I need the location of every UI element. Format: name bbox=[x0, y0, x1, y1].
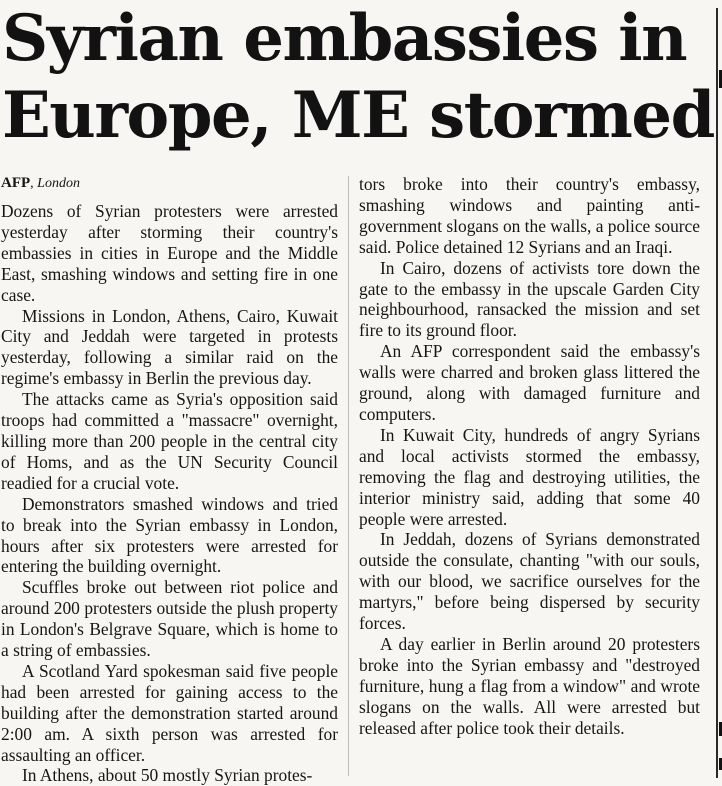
headline-line-1: Syrian embassies in bbox=[2, 1, 687, 76]
paragraph: Demonstrators smashed windows and tried to break into the Syrian embassy in London, hours after six protesters were arrested for entering the building overnight. bbox=[1, 493, 338, 577]
paragraph: In Kuwait City, hundreds of angry Syrians and local activists stormed the embassy, removing the flag and destroying utilities, the interior ministry said, adding that some 40 people were arrested. bbox=[359, 424, 700, 529]
paragraph: In Athens, about 50 mostly Syrian protes- bbox=[22, 765, 313, 786]
paragraph: In Jeddah, dozens of Syrians demonstrated outside the consulate, chanting "with our souls, with our blood, we sacrifice ourselves for the martyrs," before being dispersed by security forces. bbox=[359, 529, 700, 634]
paragraph: Scuffles broke out between riot police and around 200 protesters outside the plush property in London's Belgrave Square, which is home to a string of embassies. bbox=[1, 577, 338, 661]
paragraph: A Scotland Yard spokesman said five people had been arrested for gaining access to the building after the demonstration started around 2:00 am. A sixth person was arrested for assaulting an officer. bbox=[1, 660, 338, 765]
byline-agency: AFP bbox=[1, 175, 31, 191]
byline-location: London bbox=[37, 176, 80, 191]
byline bbox=[1, 174, 338, 193]
paragraph: In Cairo, dozens of activists tore down the gate to the embassy in the upscale Garden City neighbourhood, ransacked the mission and set fire to its ground floor. bbox=[359, 257, 700, 341]
headline bbox=[2, 0, 714, 154]
paragraph: Missions in London, Athens, Cairo, Kuwait City and Jeddah were targeted in protests yesterday, following a similar raid on the regime's embassy in Berlin the previous day. bbox=[1, 305, 338, 389]
paragraph: Dozens of Syrian protesters were arrested yesterday after storming their country's embassies in cities in Europe and the Middle East, smashing windows and setting fire in one case. bbox=[1, 201, 338, 305]
article-column-left bbox=[1, 174, 338, 786]
paragraph: The attacks came as Syria's opposition said troops had committed a "massacre" overnight, killing more than 200 people in the central city of Homs, and as the UN Security Council readied for a crucial vote. bbox=[1, 389, 338, 493]
paragraph: A day earlier in Berlin around 20 protesters broke into the Syrian embassy and "destroyed furniture, hung a flag from a window" and wrote slogans on the walls. All were arrested but released after police took their details. bbox=[359, 633, 700, 738]
article-column-right bbox=[359, 174, 700, 738]
column-divider bbox=[348, 176, 349, 776]
paragraph: An AFP correspondent said the embassy's walls were charred and broken glass littered the ground, along with damaged furniture and computers. bbox=[359, 341, 700, 424]
headline-line-2: Europe, ME stormed bbox=[2, 78, 714, 153]
byline-separator: , bbox=[30, 176, 34, 191]
paragraph: tors broke into their country's embassy, smashing windows and painting anti-government slogans on the walls, a police source said. Police detained 12 Syrians and an Iraqi. bbox=[359, 174, 700, 257]
page-edge-rule bbox=[716, 8, 718, 778]
